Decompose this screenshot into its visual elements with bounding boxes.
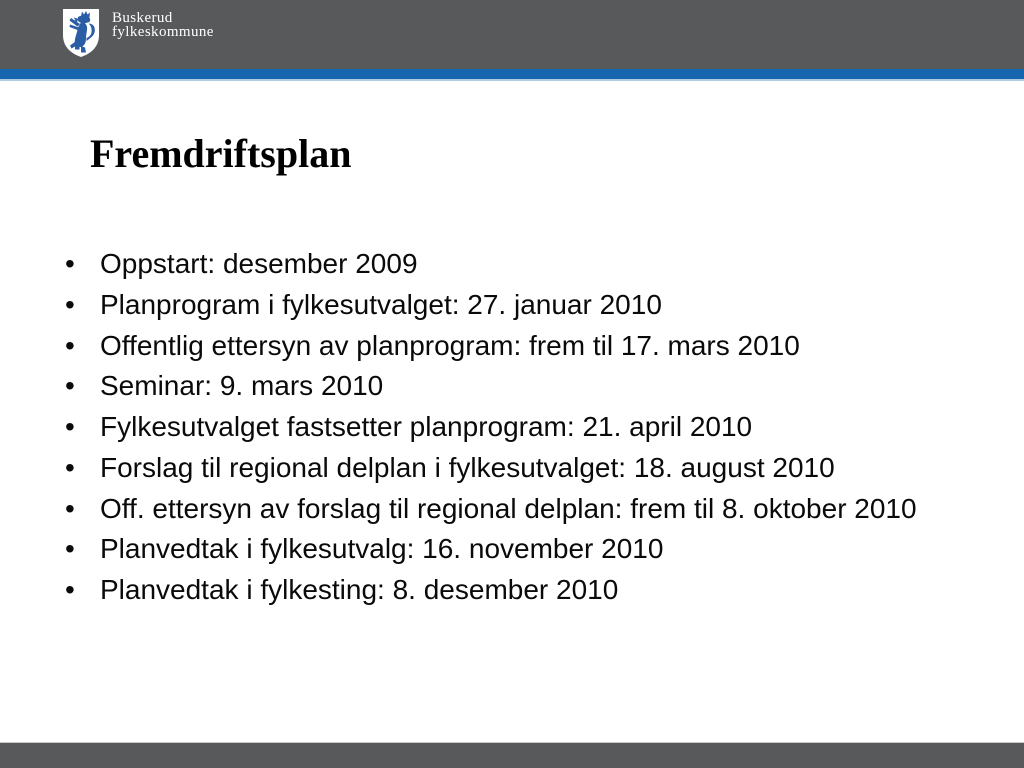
shield-lion-icon xyxy=(62,8,100,58)
organization-name-line2: fylkeskommune xyxy=(112,24,214,40)
list-item: • Oppstart: desember 2009 xyxy=(65,244,995,285)
timeline-bullet-list xyxy=(65,244,995,611)
list-item: • Planvedtak i fylkesutvalg: 16. november 2010 xyxy=(65,529,995,570)
accent-stripe xyxy=(0,69,1024,81)
list-item: • Planprogram i fylkesutvalget: 27. januar 2010 xyxy=(65,285,995,326)
footer-bar xyxy=(0,742,1024,768)
organization-name-line1: Buskerud xyxy=(112,10,173,26)
list-item: • Seminar: 9. mars 2010 xyxy=(65,366,995,407)
organization-logo xyxy=(62,8,214,58)
list-item: • Planvedtak i fylkesting: 8. desember 2010 xyxy=(65,570,995,611)
list-item: • Offentlig ettersyn av planprogram: frem til 17. mars 2010 xyxy=(65,326,995,367)
list-item: • Fylkesutvalget fastsetter planprogram: 21. april 2010 xyxy=(65,407,995,448)
page-title: Fremdriftsplan xyxy=(90,131,352,176)
list-item: • Forslag til regional delplan i fylkesutvalget: 18. august 2010 xyxy=(65,448,995,489)
list-item: • Off. ettersyn av forslag til regional delplan: frem til 8. oktober 2010 xyxy=(65,489,995,530)
organization-name xyxy=(112,11,352,39)
header-bar xyxy=(0,0,1024,69)
